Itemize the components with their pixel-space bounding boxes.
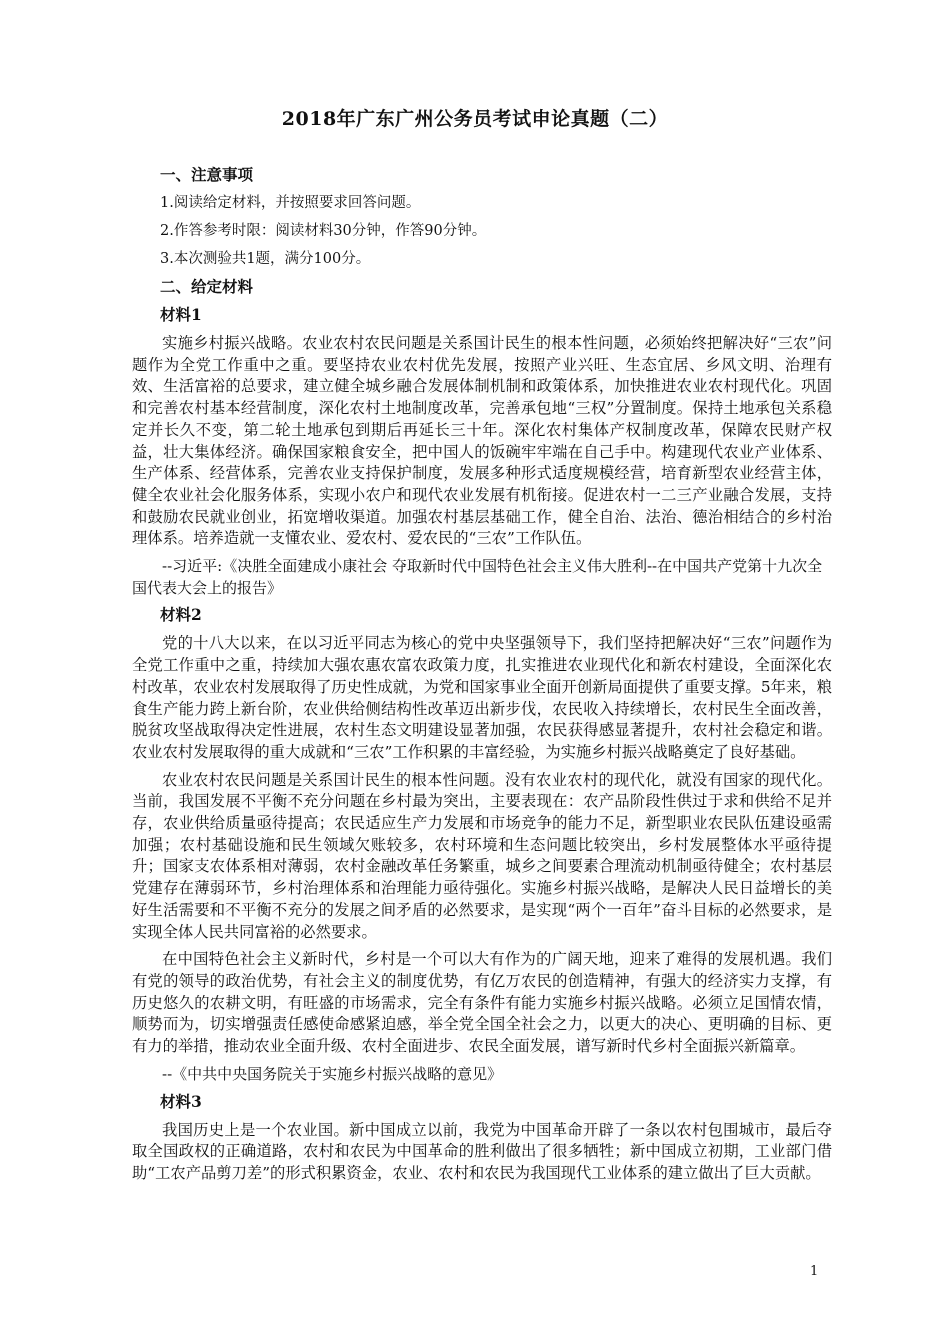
- material2-paragraph: 在中国特色社会主义新时代，乡村是一个可以大有作为的广阔天地，迎来了难得的发展机遇。我们有党的领导的政治优势，有社会主义的制度优势，有亿万农民的创造精神，有强大的经济实力支撑，有历史悠久的农耕文明，有旺盛的市场需求，完全有条件有能力实施乡村振兴战略。必须立足国情农情，顺势而为，切实增强责任感使命感紧迫感，举全党全国全社会之力，以更大的决心、更明确的目标、更有力的举措，推动农业全面升级、农村全面进步、农民全面发展，谱写新时代乡村全面振兴新篇章。: [132, 950, 832, 1056]
- page-number: 1: [810, 1264, 819, 1279]
- material1-source: --习近平:《决胜全面建成小康社会 夺取新时代中国特色社会主义伟大胜利--在中国共产党第十九次全国代表大会上的报告》: [132, 557, 823, 597]
- material3-paragraph: 我国历史上是一个农业国。新中国成立以前，我党为中国革命开辟了一条以农村包围城市，最后夺取全国政权的正确道路，农村和农民为中国革命的胜利做出了很多牺牲；新中国成立初期，工业部门借助“工农产品剪刀差”的形式积累资金，农业、农村和农民为我国现代工业体系的建立做出了巨大贡献。: [132, 1120, 832, 1182]
- material2-paragraph: 党的十八大以来，在以习近平同志为核心的党中央坚强领导下，我们坚持把解决好“三农”问题作为全党工作重中之重，持续加大强农惠农富农政策力度，扎实推进农业现代化和新农村建设，全面深化农村改革，农业农村发展取得了历史性成就，为党和国家事业全面开创新局面提供了重要支撑。5年来，粮食生产能力跨上新台阶，农业供给侧结构性改革迈出新步伐，农民收入持续增长，农村民生全面改善，脱贫攻坚战取得决定性进展，农村生态文明建设显著加强，农民获得感显著提升，农村社会稳定和谐。农业农村发展取得的重大成就和“三农”工作积累的丰富经验，为实施乡村振兴战略奠定了良好基础。: [132, 634, 832, 761]
- page-title: 2018年广东广州公务员考试申论真题（二）: [281, 108, 669, 130]
- notice-item: 1.阅读给定材料，并按照要求回答问题。: [160, 195, 421, 211]
- notice-heading: 一、注意事项: [160, 165, 254, 184]
- notice-item: 2.作答参考时限：阅读材料30分钟，作答90分钟。: [160, 223, 487, 239]
- material2-paragraph: 农业农村农民问题是关系国计民生的根本性问题。没有农业农村的现代化，就没有国家的现代化。当前，我国发展不平衡不充分问题在乡村最为突出，主要表现在：农产品阶段性供过于求和供给不足并存，农业供给质量亟待提高；农民适应生产力发展和市场竞争的能力不足，新型职业农民队伍建设亟需加强；农村基础设施和民生领域欠账较多，农村环境和生态问题比较突出，乡村发展整体水平亟待提升；国家支农体系相对薄弱，农村金融改革任务繁重，城乡之间要素合理流动机制亟待健全；农村基层党建存在薄弱环节，乡村治理体系和治理能力亟待强化。实施乡村振兴战略，是解决人民日益增长的美好生活需要和不平衡不充分的发展之间矛盾的必然要求，是实现“两个一百年”奋斗目标的必然要求，是实现全体人民共同富裕的必然要求。: [132, 770, 832, 941]
- material2-source: --《中共中央国务院关于实施乡村振兴战略的意见》: [162, 1064, 503, 1083]
- material2-label: 材料2: [160, 605, 202, 625]
- materials-heading: 二、给定材料: [160, 277, 254, 296]
- material3-label: 材料3: [160, 1091, 202, 1111]
- material1-label: 材料1: [160, 305, 202, 324]
- document-body: [132, 165, 832, 1191]
- notice-item: 3.本次测验共1题，满分100分。: [160, 251, 371, 267]
- material1-paragraph: 实施乡村振兴战略。农业农村农民问题是关系国计民生的根本性问题，必须始终把解决好“三农”问题作为全党工作重中之重。要坚持农业农村优先发展，按照产业兴旺、生态宜居、乡风文明、治理有效、生活富裕的总要求，建立健全城乡融合发展体制机制和政策体系，加快推进农业农村现代化。巩固和完善农村基本经营制度，深化农村土地制度改革，完善承包地“三权”分置制度。保持土地承包关系稳定并长久不变，第二轮土地承包到期后再延长三十年。深化农村集体产权制度改革，保障农民财产权益，壮大集体经济。确保国家粮食安全，把中国人的饭碗牢牢端在自己手中。构建现代农业产业体系、生产体系、经营体系，完善农业支持保护制度，发展多种形式适度规模经营，培育新型农业经营主体，健全农业社会化服务体系，实现小农户和现代农业发展有机衔接。促进农村一二三产业融合发展，支持和鼓励农民就业创业，拓宽增收渠道。加强农村基层基础工作，健全自治、法治、德治相结合的乡村治理体系。培养造就一支懂农业、爱农村、爱农民的“三农”工作队伍。: [132, 334, 832, 548]
